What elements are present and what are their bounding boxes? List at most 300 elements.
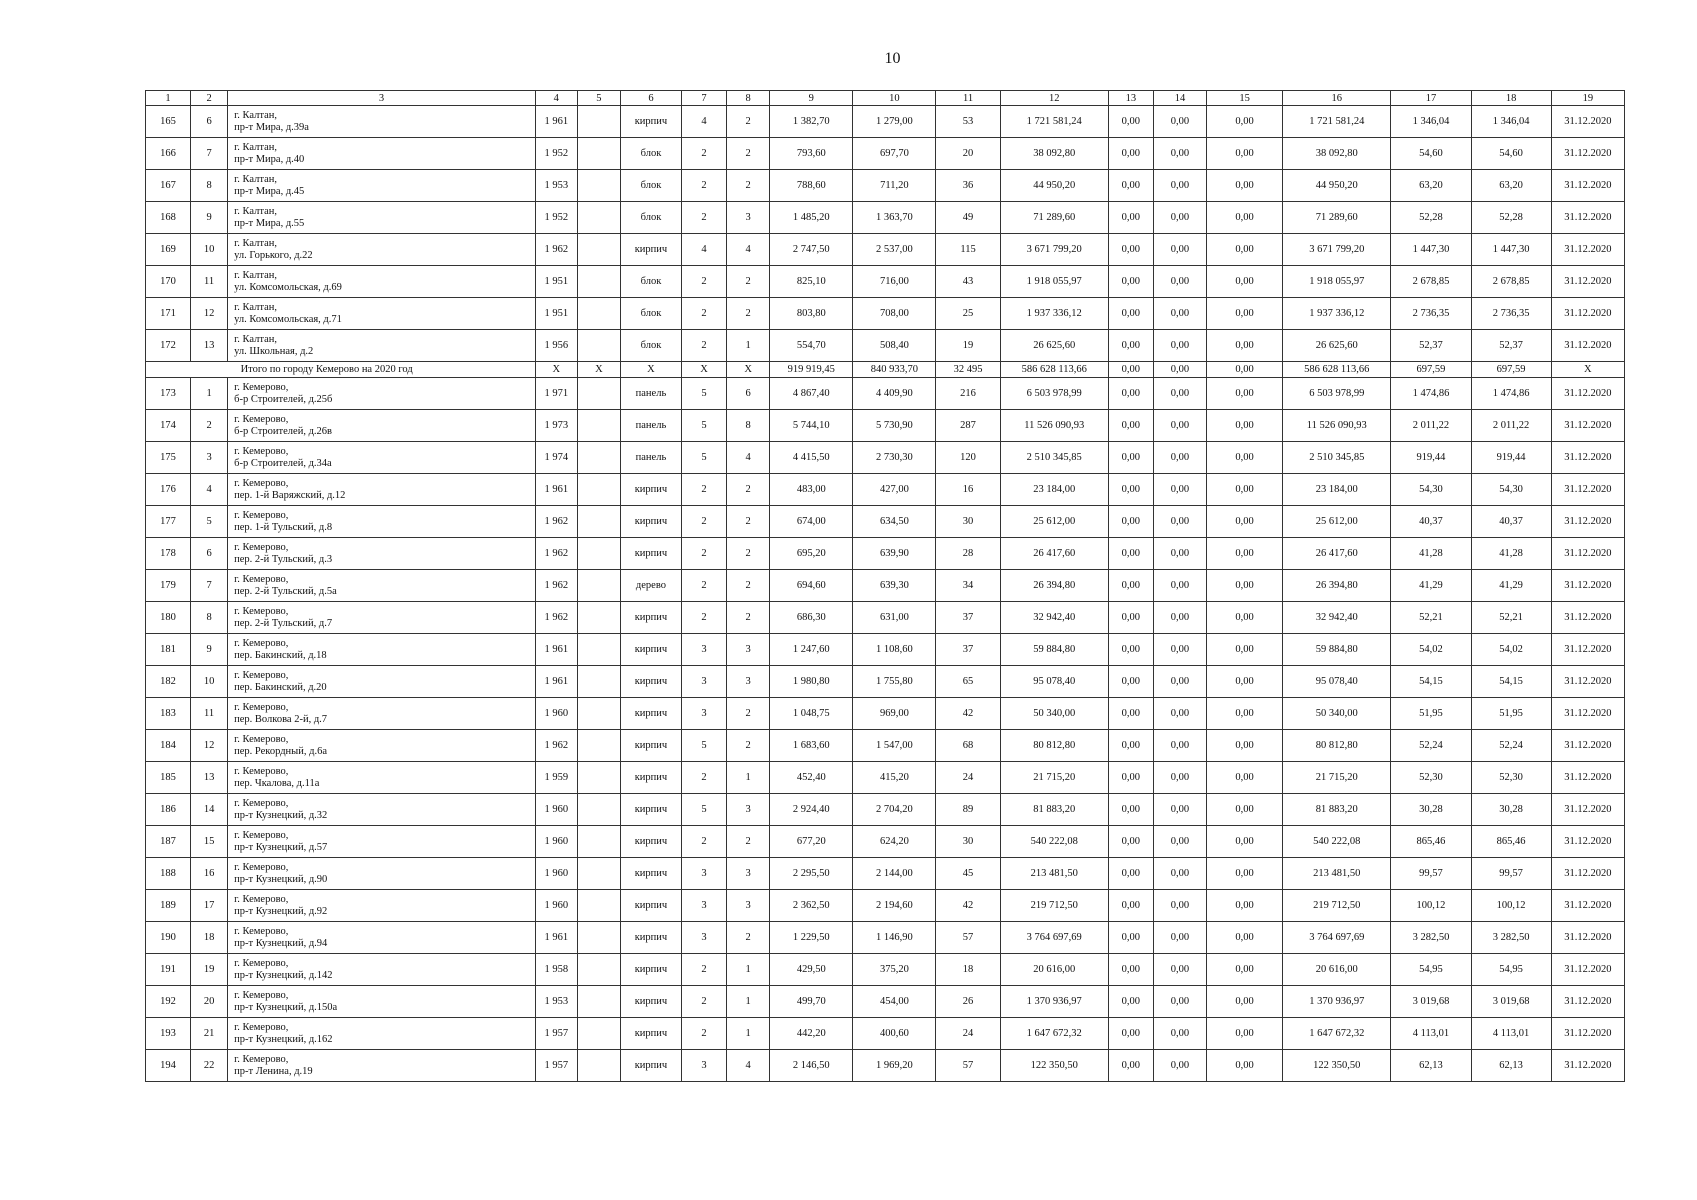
table-cell: 1 957: [535, 1050, 577, 1082]
table-cell: 1 918 055,97: [1283, 266, 1391, 298]
table-row: [146, 378, 1625, 410]
table-cell: 26 417,60: [1000, 538, 1108, 570]
address-city: г. Калтан,: [234, 141, 277, 153]
address-street: пр-т Мира, д.40: [234, 153, 305, 165]
table-cell: 0,00: [1153, 890, 1206, 922]
table-cell: 919,44: [1391, 442, 1471, 474]
table-cell: кирпич: [620, 106, 681, 138]
column-header-2: 2: [191, 91, 228, 106]
table-cell: 0,00: [1108, 634, 1153, 666]
table-cell: 192: [146, 986, 191, 1018]
table-cell: 0,00: [1153, 666, 1206, 698]
table-cell: 189: [146, 890, 191, 922]
table-cell: 17: [191, 890, 228, 922]
table-cell: 5: [682, 410, 727, 442]
table-cell: 2 736,35: [1391, 298, 1471, 330]
table-cell: 375,20: [853, 954, 936, 986]
table-cell: 1 447,30: [1471, 234, 1551, 266]
table-cell: панель: [620, 410, 681, 442]
table-cell: 31.12.2020: [1551, 634, 1624, 666]
table-cell: 0,00: [1207, 602, 1283, 634]
table-cell: 174: [146, 410, 191, 442]
address-cell: [228, 106, 536, 138]
table-cell: 71 289,60: [1000, 202, 1108, 234]
table-cell: 37: [936, 634, 1000, 666]
table-cell: 0,00: [1108, 538, 1153, 570]
table-cell: 2 730,30: [853, 442, 936, 474]
table-cell: 9: [191, 634, 228, 666]
table-cell: 0,00: [1108, 410, 1153, 442]
table-cell: 2: [682, 138, 727, 170]
table-cell: 11: [191, 698, 228, 730]
table-cell: 51,95: [1471, 698, 1551, 730]
table-cell: 0,00: [1108, 826, 1153, 858]
address-street: пер. Рекордный, д.6а: [234, 745, 327, 757]
table-cell: 54,60: [1391, 138, 1471, 170]
table-row: [146, 858, 1625, 890]
table-cell: 0,00: [1153, 602, 1206, 634]
table-cell: 19: [936, 330, 1000, 362]
table-cell: 5 730,90: [853, 410, 936, 442]
table-cell: 18: [936, 954, 1000, 986]
table-cell: блок: [620, 170, 681, 202]
table-cell: 0,00: [1207, 474, 1283, 506]
address-cell: [228, 506, 536, 538]
table-cell: 11: [191, 266, 228, 298]
table-cell: 53: [936, 106, 1000, 138]
table-cell: 0,00: [1153, 1018, 1206, 1050]
table-cell: 81 883,20: [1000, 794, 1108, 826]
table-cell: 639,30: [853, 570, 936, 602]
table-cell: 1 146,90: [853, 922, 936, 954]
table-cell: 1 959: [535, 762, 577, 794]
address-city: г. Кемерово,: [234, 829, 289, 841]
table-cell: 32 942,40: [1000, 602, 1108, 634]
table-cell: 0,00: [1153, 698, 1206, 730]
table-cell: 16: [936, 474, 1000, 506]
table-cell: 429,50: [770, 954, 853, 986]
table-cell: [577, 106, 620, 138]
table-cell: 0,00: [1108, 138, 1153, 170]
table-cell: 0,00: [1153, 858, 1206, 890]
table-cell: 0,00: [1207, 858, 1283, 890]
table-cell: 37: [936, 602, 1000, 634]
table-cell: 1 960: [535, 890, 577, 922]
table-cell: [577, 138, 620, 170]
table-cell: 0,00: [1153, 330, 1206, 362]
table-row: [146, 170, 1625, 202]
address-cell: [228, 234, 536, 266]
column-number-header: [146, 91, 1625, 106]
address-city: г. Кемерово,: [234, 637, 289, 649]
table-cell: 0,00: [1108, 698, 1153, 730]
table-cell: 31.12.2020: [1551, 666, 1624, 698]
table-row: [146, 330, 1625, 362]
table-cell: 115: [936, 234, 1000, 266]
table-cell: 2: [727, 570, 770, 602]
table-cell: 31.12.2020: [1551, 298, 1624, 330]
table-cell: кирпич: [620, 234, 681, 266]
table-cell: 2: [727, 266, 770, 298]
table-cell: 0,00: [1108, 730, 1153, 762]
table-cell: 0,00: [1153, 762, 1206, 794]
table-cell: 5: [682, 378, 727, 410]
table-cell: 0,00: [1153, 730, 1206, 762]
table-cell: кирпич: [620, 762, 681, 794]
address-city: г. Кемерово,: [234, 509, 289, 521]
table-cell: 0,00: [1207, 170, 1283, 202]
table-cell: 1 952: [535, 138, 577, 170]
table-cell: 3 019,68: [1391, 986, 1471, 1018]
table-cell: 1 961: [535, 634, 577, 666]
table-cell: 2: [682, 538, 727, 570]
table-cell: 3: [682, 698, 727, 730]
table-cell: 1 962: [535, 506, 577, 538]
column-header-6: 6: [620, 91, 681, 106]
column-header-13: 13: [1108, 91, 1153, 106]
table-cell: 10: [191, 234, 228, 266]
table-cell: 0,00: [1108, 266, 1153, 298]
table-cell: 0,00: [1153, 570, 1206, 602]
table-cell: 8: [191, 170, 228, 202]
table-cell: 454,00: [853, 986, 936, 1018]
table-cell: 4 415,50: [770, 442, 853, 474]
column-header-4: 4: [535, 91, 577, 106]
table-cell: 0,00: [1108, 298, 1153, 330]
table-cell: 0,00: [1153, 202, 1206, 234]
table-cell: 3 671 799,20: [1283, 234, 1391, 266]
table-cell: 1 962: [535, 730, 577, 762]
table-cell: 31.12.2020: [1551, 410, 1624, 442]
table-cell: 54,60: [1471, 138, 1551, 170]
table-cell: [577, 442, 620, 474]
table-cell: 427,00: [853, 474, 936, 506]
table-cell: 2 295,50: [770, 858, 853, 890]
table-cell: 41,29: [1391, 570, 1471, 602]
table-cell: кирпич: [620, 666, 681, 698]
table-cell: 38 092,80: [1000, 138, 1108, 170]
address-city: г. Кемерово,: [234, 445, 289, 457]
table-cell: 1 962: [535, 234, 577, 266]
table-cell: 54,95: [1391, 954, 1471, 986]
table-cell: 0,00: [1153, 266, 1206, 298]
table-row: [146, 202, 1625, 234]
table-cell: 1 048,75: [770, 698, 853, 730]
table-cell: 2: [682, 762, 727, 794]
total-label: Итого по городу Кемерово на 2020 год: [191, 362, 536, 378]
table-cell: 0,00: [1207, 730, 1283, 762]
table-cell: 1 918 055,97: [1000, 266, 1108, 298]
table-cell: [577, 762, 620, 794]
table-cell: 2: [682, 202, 727, 234]
table-cell: 2: [682, 986, 727, 1018]
table-cell: 0,00: [1153, 138, 1206, 170]
table-cell: 7: [191, 138, 228, 170]
table-cell: 28: [936, 538, 1000, 570]
address-city: г. Калтан,: [234, 205, 277, 217]
table-cell: кирпич: [620, 1050, 681, 1082]
table-cell: 1 370 936,97: [1000, 986, 1108, 1018]
table-cell: кирпич: [620, 858, 681, 890]
table-cell: 186: [146, 794, 191, 826]
table-cell: 26 625,60: [1000, 330, 1108, 362]
table-cell: 34: [936, 570, 1000, 602]
table-cell: кирпич: [620, 890, 681, 922]
table-cell: 5: [682, 442, 727, 474]
table-cell: 171: [146, 298, 191, 330]
table-cell: 0,00: [1207, 266, 1283, 298]
table-cell: 89: [936, 794, 1000, 826]
table-cell: [577, 378, 620, 410]
table-cell: 8: [727, 410, 770, 442]
table-row: [146, 1050, 1625, 1082]
table-cell: 31.12.2020: [1551, 1050, 1624, 1082]
table-cell: 52,21: [1391, 602, 1471, 634]
table-cell: 31.12.2020: [1551, 1018, 1624, 1050]
table-cell: 13: [191, 762, 228, 794]
address-street: б-р Строителей, д.25б: [234, 393, 333, 405]
table-cell: 1 961: [535, 474, 577, 506]
table-cell: 36: [936, 170, 1000, 202]
table-cell: 44 950,20: [1283, 170, 1391, 202]
table-cell: 52,21: [1471, 602, 1551, 634]
table-cell: 31.12.2020: [1551, 762, 1624, 794]
table-cell: 803,80: [770, 298, 853, 330]
table-cell: 4 867,40: [770, 378, 853, 410]
table-cell: 5: [191, 506, 228, 538]
address-cell: [228, 634, 536, 666]
table-cell: 52,28: [1471, 202, 1551, 234]
table-cell: 3: [682, 922, 727, 954]
table-cell: [577, 298, 620, 330]
table-cell: [577, 858, 620, 890]
table-cell: 63,20: [1471, 170, 1551, 202]
address-street: пер. Бакинский, д.20: [234, 681, 327, 693]
table-cell: 2: [727, 538, 770, 570]
address-cell: [228, 410, 536, 442]
table-cell: 0,00: [1207, 922, 1283, 954]
total-cell: 0,00: [1207, 362, 1283, 378]
address-street: пер. 1-й Тульский, д.8: [234, 521, 333, 533]
table-cell: кирпич: [620, 794, 681, 826]
address-street: пер. Чкалова, д.11а: [234, 777, 320, 789]
table-cell: 0,00: [1153, 538, 1206, 570]
table-cell: 57: [936, 922, 1000, 954]
table-cell: 2 362,50: [770, 890, 853, 922]
address-city: г. Кемерово,: [234, 413, 289, 425]
table-cell: 1 962: [535, 538, 577, 570]
total-cell: 586 628 113,66: [1283, 362, 1391, 378]
table-cell: 1 647 672,32: [1000, 1018, 1108, 1050]
table-cell: 177: [146, 506, 191, 538]
table-cell: 4: [727, 234, 770, 266]
address-city: г. Кемерово,: [234, 669, 289, 681]
table-cell: 0,00: [1108, 570, 1153, 602]
table-cell: 32 942,40: [1283, 602, 1391, 634]
table-cell: 30,28: [1391, 794, 1471, 826]
table-cell: 1 108,60: [853, 634, 936, 666]
table-cell: 1 960: [535, 698, 577, 730]
table-cell: 31.12.2020: [1551, 234, 1624, 266]
table-cell: 0,00: [1207, 762, 1283, 794]
table-cell: 26 394,80: [1000, 570, 1108, 602]
table-cell: 54,15: [1391, 666, 1471, 698]
table-row: [146, 986, 1625, 1018]
table-cell: 2: [727, 138, 770, 170]
table-cell: 99,57: [1471, 858, 1551, 890]
table-cell: 40,37: [1471, 506, 1551, 538]
table-cell: 193: [146, 1018, 191, 1050]
column-header-11: 11: [936, 91, 1000, 106]
table-cell: 31.12.2020: [1551, 602, 1624, 634]
table-cell: 1 960: [535, 826, 577, 858]
table-cell: 3 282,50: [1391, 922, 1471, 954]
table-cell: 1 346,04: [1391, 106, 1471, 138]
address-cell: [228, 298, 536, 330]
table-cell: 1: [727, 330, 770, 362]
address-street: пр-т Кузнецкий, д.162: [234, 1033, 333, 1045]
table-cell: 3: [727, 890, 770, 922]
table-cell: 0,00: [1153, 826, 1206, 858]
table-cell: 54,30: [1391, 474, 1471, 506]
table-row: [146, 538, 1625, 570]
address-city: г. Калтан,: [234, 333, 277, 345]
table-cell: [577, 234, 620, 266]
table-cell: 183: [146, 698, 191, 730]
address-street: б-р Строителей, д.34а: [234, 457, 332, 469]
table-cell: 1: [727, 954, 770, 986]
table-cell: 6 503 978,99: [1283, 378, 1391, 410]
table-cell: 1 721 581,24: [1283, 106, 1391, 138]
table-row: [146, 762, 1625, 794]
table-cell: 41,29: [1471, 570, 1551, 602]
table-cell: 1 279,00: [853, 106, 936, 138]
table-cell: 0,00: [1207, 986, 1283, 1018]
table-cell: [577, 474, 620, 506]
table-cell: 2 678,85: [1391, 266, 1471, 298]
table-cell: 4 409,90: [853, 378, 936, 410]
address-cell: [228, 170, 536, 202]
table-cell: 12: [191, 730, 228, 762]
table-cell: 31.12.2020: [1551, 170, 1624, 202]
table-cell: 6: [727, 378, 770, 410]
table-cell: 24: [936, 762, 1000, 794]
table-cell: 2 736,35: [1471, 298, 1551, 330]
table-cell: 3: [727, 794, 770, 826]
table-row: [146, 106, 1625, 138]
table-cell: 1 956: [535, 330, 577, 362]
table-cell: 0,00: [1207, 954, 1283, 986]
table-cell: 0,00: [1153, 922, 1206, 954]
address-street: ул. Школьная, д.2: [234, 345, 314, 357]
table-cell: 95 078,40: [1283, 666, 1391, 698]
housing-table: [145, 90, 1625, 1082]
address-cell: [228, 442, 536, 474]
address-cell: [228, 762, 536, 794]
table-cell: кирпич: [620, 538, 681, 570]
table-cell: 716,00: [853, 266, 936, 298]
table-cell: 4: [682, 234, 727, 266]
table-cell: 42: [936, 890, 1000, 922]
column-header-17: 17: [1391, 91, 1471, 106]
total-cell: X: [682, 362, 727, 378]
table-cell: 3: [682, 634, 727, 666]
table-cell: 2: [682, 474, 727, 506]
table-cell: 1 647 672,32: [1283, 1018, 1391, 1050]
column-header-7: 7: [682, 91, 727, 106]
table-cell: 178: [146, 538, 191, 570]
address-cell: [228, 794, 536, 826]
table-cell: 1: [727, 1018, 770, 1050]
address-street: пр-т Кузнецкий, д.150а: [234, 1001, 338, 1013]
table-cell: 11 526 090,93: [1283, 410, 1391, 442]
table-cell: 43: [936, 266, 1000, 298]
table-cell: 483,00: [770, 474, 853, 506]
table-cell: 969,00: [853, 698, 936, 730]
table-cell: 52,28: [1391, 202, 1471, 234]
table-cell: 54,95: [1471, 954, 1551, 986]
table-cell: 2 144,00: [853, 858, 936, 890]
table-cell: 20: [191, 986, 228, 1018]
table-cell: 2: [727, 826, 770, 858]
table-cell: 0,00: [1108, 442, 1153, 474]
table-cell: 173: [146, 378, 191, 410]
table-cell: 41,28: [1471, 538, 1551, 570]
table-cell: [577, 202, 620, 234]
table-cell: 3 019,68: [1471, 986, 1551, 1018]
table-cell: 639,90: [853, 538, 936, 570]
table-cell: [577, 634, 620, 666]
table-cell: 1 937 336,12: [1000, 298, 1108, 330]
table-cell: 31.12.2020: [1551, 954, 1624, 986]
table-cell: 2: [682, 170, 727, 202]
total-cell: X: [727, 362, 770, 378]
table-cell: [577, 794, 620, 826]
table-cell: 172: [146, 330, 191, 362]
table-cell: 0,00: [1108, 106, 1153, 138]
table-cell: 3: [682, 1050, 727, 1082]
table-row: [146, 570, 1625, 602]
table-cell: 25 612,00: [1000, 506, 1108, 538]
table-cell: 1 247,60: [770, 634, 853, 666]
table-cell: 18: [191, 922, 228, 954]
table-cell: 2: [682, 954, 727, 986]
table-cell: 5: [682, 794, 727, 826]
table-cell: 191: [146, 954, 191, 986]
table-cell: 54,02: [1471, 634, 1551, 666]
table-cell: [577, 410, 620, 442]
table-cell: 41,28: [1391, 538, 1471, 570]
address-cell: [228, 538, 536, 570]
table-cell: 0,00: [1207, 794, 1283, 826]
table-cell: 190: [146, 922, 191, 954]
table-row: [146, 954, 1625, 986]
table-cell: 0,00: [1207, 410, 1283, 442]
address-city: г. Кемерово,: [234, 765, 289, 777]
table-cell: 1: [727, 986, 770, 1018]
table-cell: 80 812,80: [1000, 730, 1108, 762]
table-cell: 31.12.2020: [1551, 266, 1624, 298]
address-city: г. Кемерово,: [234, 925, 289, 937]
table-cell: [577, 330, 620, 362]
table-cell: 2 747,50: [770, 234, 853, 266]
table-cell: 793,60: [770, 138, 853, 170]
table-cell: 99,57: [1391, 858, 1471, 890]
total-cell: 697,59: [1391, 362, 1471, 378]
table-row: [146, 234, 1625, 266]
table-cell: 0,00: [1108, 602, 1153, 634]
table-cell: [577, 266, 620, 298]
